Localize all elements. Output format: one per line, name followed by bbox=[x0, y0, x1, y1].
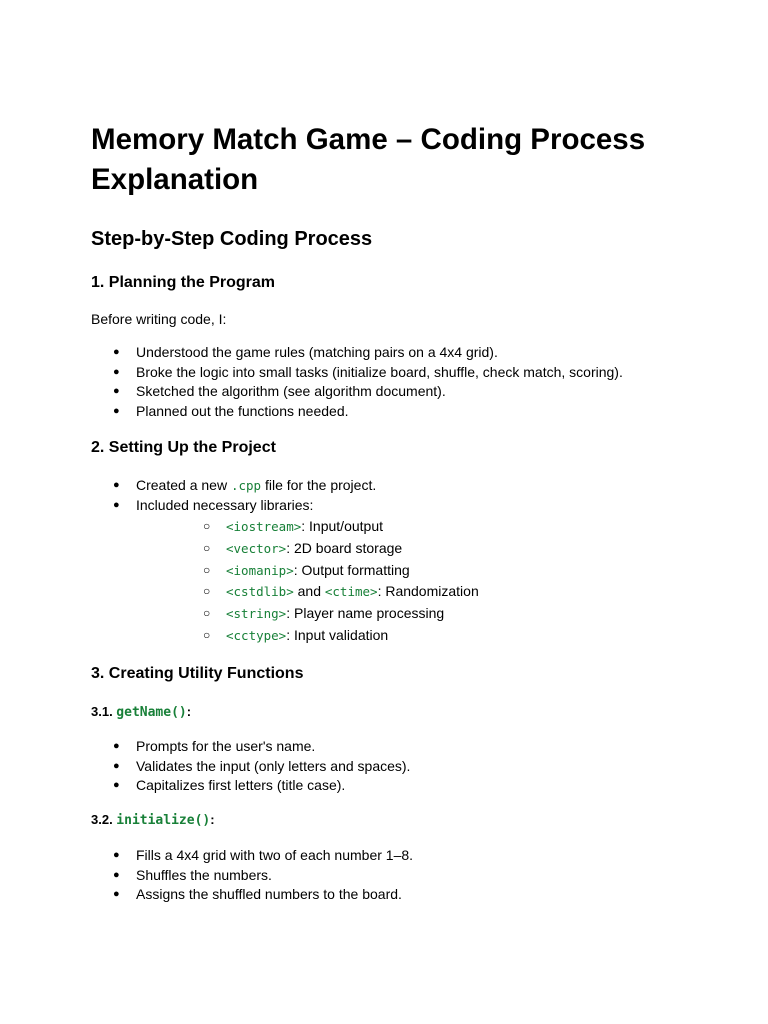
item-text: : Player name processing bbox=[286, 605, 445, 622]
subheading-suffix: : bbox=[210, 812, 215, 827]
heading-setting-up: 2. Setting Up the Project bbox=[91, 439, 276, 456]
item-text: Created a new bbox=[136, 477, 231, 493]
sub-list-item bbox=[136, 560, 711, 582]
initialize-list bbox=[91, 846, 711, 905]
subheading-suffix: : bbox=[186, 704, 192, 719]
list-item: ● Assigns the shuffled numbers to the board. bbox=[91, 885, 711, 905]
code-vector: <vector> bbox=[226, 540, 287, 556]
item-text: : Randomization bbox=[377, 583, 479, 600]
planning-intro: Before writing code, I: bbox=[91, 311, 227, 327]
code-initialize: initialize() bbox=[116, 813, 211, 828]
subheading-initialize bbox=[91, 811, 215, 830]
heading-utility-functions: 3. Creating Utility Functions bbox=[91, 665, 304, 682]
library-list bbox=[136, 516, 711, 647]
list-item: ● Validates the input (only letters and spaces). bbox=[91, 757, 711, 777]
item-text: Included necessary libraries: bbox=[136, 496, 314, 513]
code-string: <string> bbox=[226, 606, 287, 622]
item-text: : 2D board storage bbox=[286, 539, 403, 556]
list-item: ● Capitalizes first letters (title case). bbox=[91, 776, 711, 796]
section-heading-step-by-step: Step-by-Step Coding Process bbox=[91, 228, 373, 250]
list-item: ● Broke the logic into small tasks (initialize board, shuffle, check match, scoring). bbox=[91, 363, 711, 383]
planning-list bbox=[91, 343, 711, 421]
document-title: Memory Match Game – Coding Process Explanation bbox=[91, 123, 646, 196]
subheading-prefix: 3.1. bbox=[91, 704, 117, 719]
getname-list bbox=[91, 737, 711, 796]
code-ctime: <ctime> bbox=[324, 584, 378, 600]
item-text: : Input validation bbox=[286, 626, 389, 643]
subheading-getname bbox=[91, 703, 191, 722]
sub-list-item bbox=[136, 538, 711, 560]
item-text: file for the project. bbox=[261, 477, 377, 493]
code-cpp: .cpp bbox=[230, 478, 262, 493]
subheading-prefix: 3.2. bbox=[91, 812, 117, 827]
code-cstdlib: <cstdlib> bbox=[226, 584, 294, 600]
list-item: ● Sketched the algorithm (see algorithm document). bbox=[91, 382, 711, 402]
list-item bbox=[91, 476, 711, 496]
item-text: : Input/output bbox=[301, 518, 383, 534]
sub-list-item bbox=[136, 625, 711, 647]
list-item bbox=[91, 496, 711, 647]
sub-list-item bbox=[136, 581, 711, 603]
sub-list-item bbox=[136, 603, 711, 625]
code-iostream: <iostream> bbox=[226, 519, 302, 534]
sub-list-item bbox=[136, 516, 711, 538]
setup-list bbox=[91, 476, 711, 647]
list-item: ● Fills a 4x4 grid with two of each number 1–8. bbox=[91, 846, 711, 866]
list-item: ● Understood the game rules (matching pairs on a 4x4 grid). bbox=[91, 343, 711, 363]
code-iomanip: <iomanip> bbox=[226, 562, 294, 578]
list-item: ● Prompts for the user's name. bbox=[91, 737, 711, 757]
code-getname: getName() bbox=[116, 705, 187, 720]
list-item: ● Shuffles the numbers. bbox=[91, 866, 711, 886]
heading-planning: 1. Planning the Program bbox=[91, 274, 276, 291]
list-item: ● Planned out the functions needed. bbox=[91, 402, 711, 422]
item-text: and bbox=[293, 583, 325, 600]
code-cctype: <cctype> bbox=[226, 627, 287, 643]
item-text: : Output formatting bbox=[293, 561, 410, 578]
